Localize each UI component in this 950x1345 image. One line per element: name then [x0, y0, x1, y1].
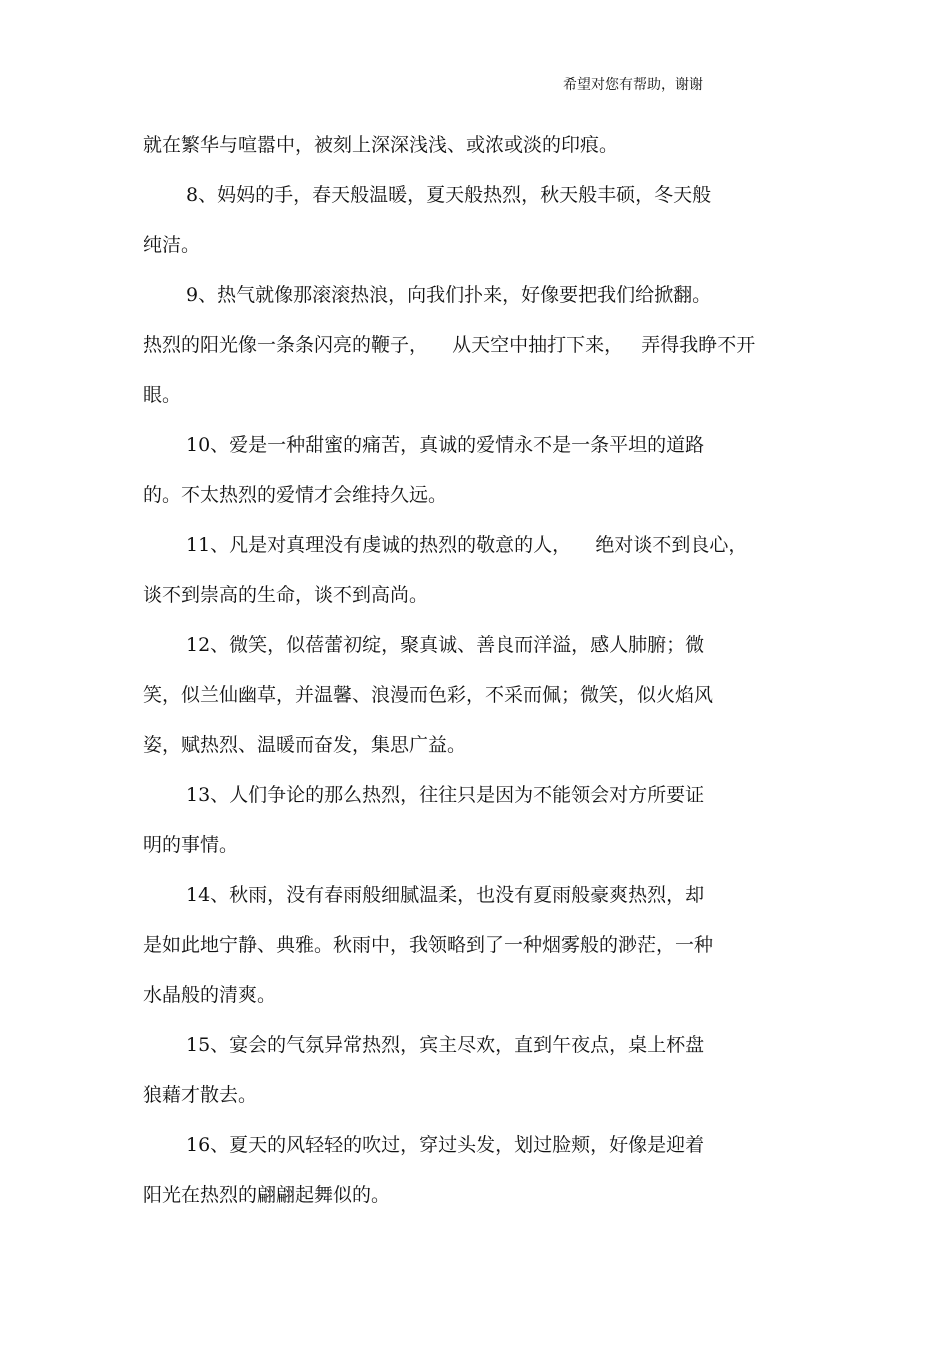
- body-line: 谈不到崇高的生命，谈不到高尚。: [143, 584, 429, 606]
- body-line: 15、宴会的气氛异常热烈，宾主尽欢，直到午夜点，桌上杯盘: [186, 1034, 705, 1056]
- body-line: 16、夏天的风轻轻的吹过，穿过头发，划过脸颊，好像是迎着: [186, 1134, 705, 1156]
- body-line: 狼藉才散去。: [143, 1084, 258, 1106]
- body-line: 8、妈妈的手，春天般温暖，夏天般热烈，秋天般丰硕，冬天般: [186, 184, 712, 206]
- body-line: 13、人们争论的那么热烈，往往只是因为不能领会对方所要证: [186, 784, 705, 806]
- body-line: 是如此地宁静、典雅。秋雨中，我领略到了一种烟雾般的渺茫，一种: [143, 934, 714, 956]
- body-line: 12、微笑，似蓓蕾初绽，聚真诚、善良而洋溢，感人肺腑；微: [186, 634, 705, 656]
- body-line: 10、爱是一种甜蜜的痛苦，真诚的爱情永不是一条平坦的道路: [186, 434, 705, 456]
- body-line: 的。不太热烈的爱情才会维持久远。: [143, 484, 448, 506]
- body-line: 11、凡是对真理没有虔诚的热烈的敬意的人， 绝对谈不到良心，: [186, 534, 748, 556]
- body-line: 姿，赋热烈、温暖而奋发，集思广益。: [143, 734, 467, 756]
- body-line: 就在繁华与喧嚣中，被刻上深深浅浅、或浓或淡的印痕。: [143, 134, 619, 156]
- body-line: 9、热气就像那滚滚热浪，向我们扑来，好像要把我们给掀翻。: [186, 284, 712, 306]
- page-header: 希望对您有帮助，谢谢: [563, 77, 703, 93]
- body-line: 明的事情。: [143, 834, 239, 856]
- body-line: 阳光在热烈的翩翩起舞似的。: [143, 1184, 391, 1206]
- body-line: 笑，似兰仙幽草，并温馨、浪漫而色彩，不采而佩；微笑，似火焰风: [143, 684, 714, 706]
- body-line: 14、秋雨，没有春雨般细腻温柔，也没有夏雨般豪爽热烈，却: [186, 884, 705, 906]
- body-line: 水晶般的清爽。: [143, 984, 277, 1006]
- body-line: 热烈的阳光像一条条闪亮的鞭子， 从天空中抽打下来， 弄得我睁不开: [143, 334, 756, 356]
- body-line: 眼。: [143, 384, 182, 406]
- body-line: 纯洁。: [143, 234, 201, 256]
